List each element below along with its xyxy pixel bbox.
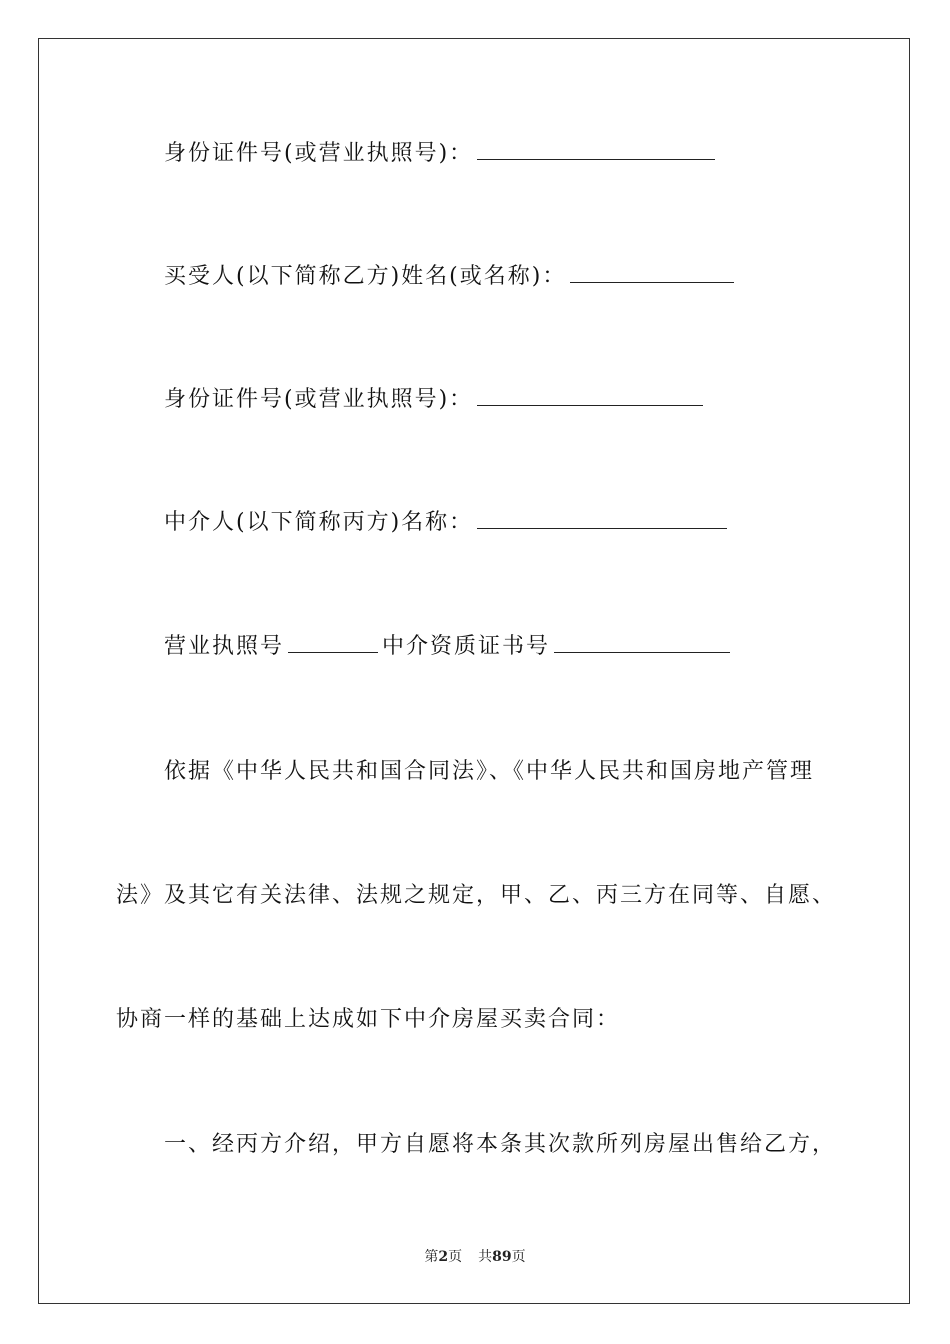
footer-total-prefix: 共 bbox=[478, 1249, 493, 1265]
agent-name-blank[interactable] bbox=[477, 510, 727, 529]
buyer-name-label: 买受人(以下简称乙方)姓名(或名称)： bbox=[164, 264, 567, 289]
page-border bbox=[38, 38, 910, 1304]
agent-name-line bbox=[164, 508, 727, 538]
license-blank[interactable] bbox=[288, 634, 378, 653]
footer-page-total: 89 bbox=[492, 1249, 512, 1265]
paragraph-line-1: 依据《中华人民共和国合同法》、《中华人民共和国房地产管理 bbox=[164, 759, 815, 784]
buyer-name-line bbox=[164, 262, 734, 292]
page-footer bbox=[0, 1246, 950, 1266]
qualification-label: 中介资质证书号 bbox=[382, 634, 551, 659]
footer-page-suffix: 页 bbox=[448, 1249, 463, 1265]
footer-page-current: 2 bbox=[438, 1249, 449, 1265]
buyer-id-blank[interactable] bbox=[477, 387, 703, 406]
footer-total-suffix: 页 bbox=[511, 1249, 526, 1265]
clause-one-line: 一、经丙方介绍，甲方自愿将本条其次款所列房屋出售给乙方， bbox=[164, 1132, 837, 1157]
qualification-blank[interactable] bbox=[554, 634, 730, 653]
seller-id-blank[interactable] bbox=[477, 141, 715, 160]
seller-id-label: 身份证件号(或营业执照号)： bbox=[164, 141, 474, 166]
paragraph-line-2: 法》及其它有关法律、法规之规定，甲、乙、丙三方在同等、自愿、 bbox=[116, 883, 837, 908]
buyer-id-label: 身份证件号(或营业执照号)： bbox=[164, 387, 474, 412]
license-line bbox=[164, 632, 730, 662]
agent-name-label: 中介人(以下简称丙方)名称： bbox=[164, 510, 474, 535]
paragraph-line-3: 协商一样的基础上达成如下中介房屋买卖合同： bbox=[116, 1007, 621, 1032]
license-label: 营业执照号 bbox=[164, 634, 285, 659]
buyer-id-line bbox=[164, 385, 703, 415]
buyer-name-blank[interactable] bbox=[570, 264, 734, 283]
seller-id-line bbox=[164, 139, 715, 169]
footer-page-prefix: 第 bbox=[424, 1249, 439, 1265]
